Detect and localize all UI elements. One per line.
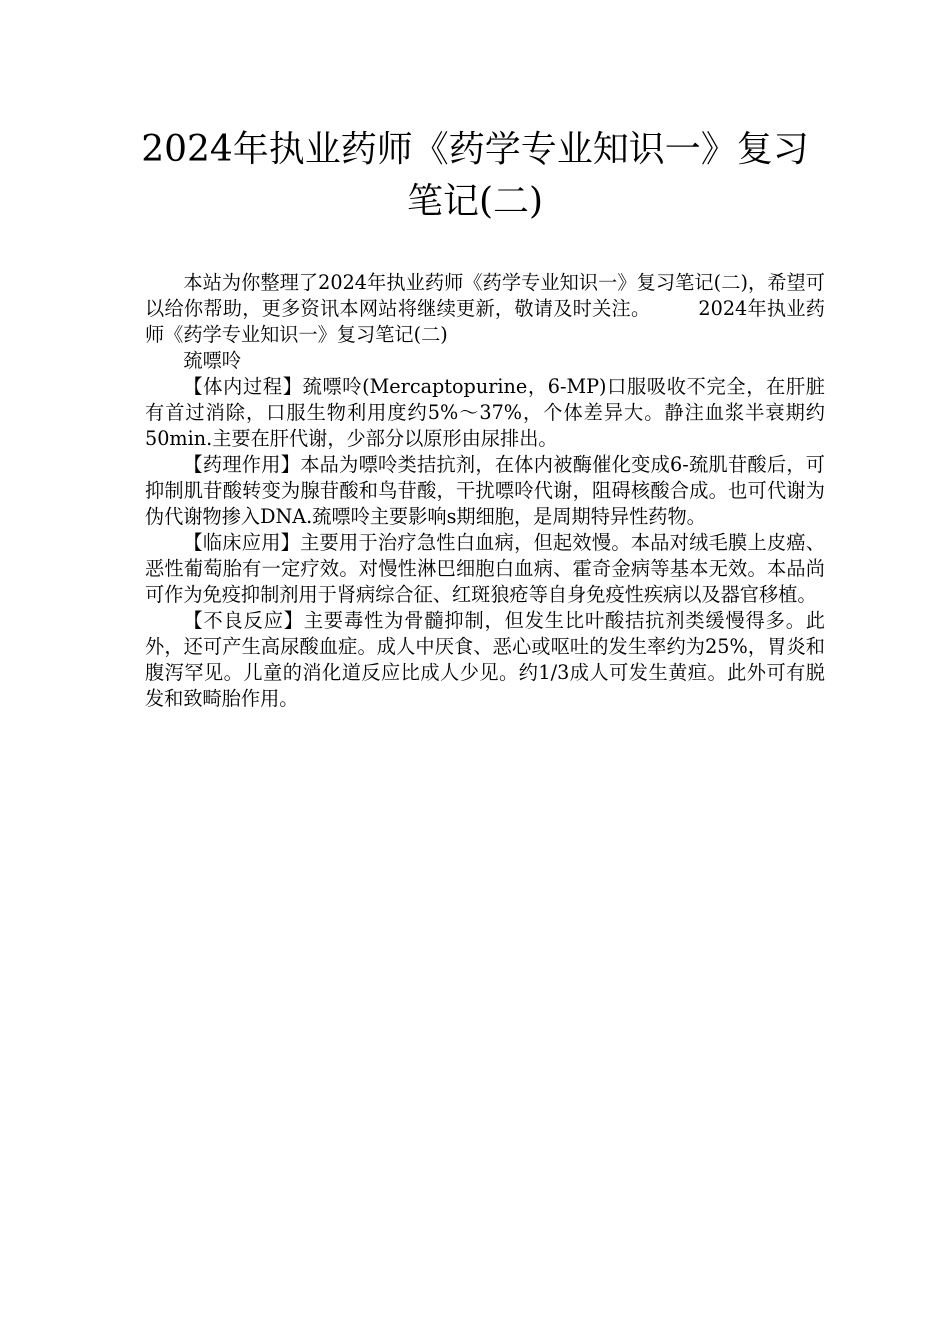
drug-name <box>145 348 825 374</box>
document-title <box>120 124 830 228</box>
intro-paragraph <box>145 270 825 348</box>
section-text: 主要毒性为骨髓抑制，但发生比叶酸拮抗剂类缓慢得多。此外，还可产生高尿酸血症。成人中厌食、恶心或呕吐的发生率约为25%，胃炎和腹泻罕见。儿童的消化道反应比成人少见。约1/3成人可发生黄疸。此外可有脱发和致畸胎作用。 <box>145 609 825 710</box>
section-pharmacokinetics <box>145 374 825 452</box>
intro-text: 本站为你整理了2024年执业药师《药学专业知识一》复习笔记(二)，希望可以给你帮助，更多资讯本网站将继续更新，敬请及时关注。 <box>145 271 825 320</box>
drug-name-text: 巯嘌呤 <box>183 349 241 372</box>
section-text: 巯嘌呤(Mercaptopurine，6-MP)口服吸收不完全，在肝脏有首过消除，口服生物利用度约5%～37%，个体差异大。静注血浆半衰期约50min.主要在肝代谢，少部分以原形由尿排出。 <box>145 375 825 450</box>
document-body <box>145 270 825 712</box>
section-text: 主要用于治疗急性白血病，但起效慢。本品对绒毛膜上皮癌、恶性葡萄胎有一定疗效。对慢性淋巴细胞白血病、霍奇金病等基本无效。本品尚可作为免疫抑制剂用于肾病综合征、红斑狼疮等自身免疫性疾病以及器官移植。 <box>145 531 826 606</box>
section-heading: 【药理作用】 <box>183 453 301 476</box>
section-clinical-use <box>145 530 825 608</box>
title-line-2: 笔记(二) <box>406 181 544 222</box>
intro-repeat-title: 2024年执业药师《药学专业知识一》复习笔记(二) <box>145 297 825 346</box>
section-heading: 【临床应用】 <box>183 531 301 554</box>
section-heading: 【体内过程】 <box>183 375 303 398</box>
section-adverse-reactions <box>145 608 825 712</box>
section-pharmacology <box>145 452 825 530</box>
title-line-1: 2024年执业药师《药学专业知识一》复习 <box>141 129 809 170</box>
section-text: 本品为嘌呤类拮抗剂，在体内被酶催化变成6-巯肌苷酸后，可抑制肌苷酸转变为腺苷酸和鸟苷酸，干扰嘌呤代谢，阻碍核酸合成。也可代谢为伪代谢物掺入DNA.巯嘌呤主要影响s期细胞，是周期特异性药物。 <box>145 453 825 528</box>
section-heading: 【不良反应】 <box>183 609 304 632</box>
